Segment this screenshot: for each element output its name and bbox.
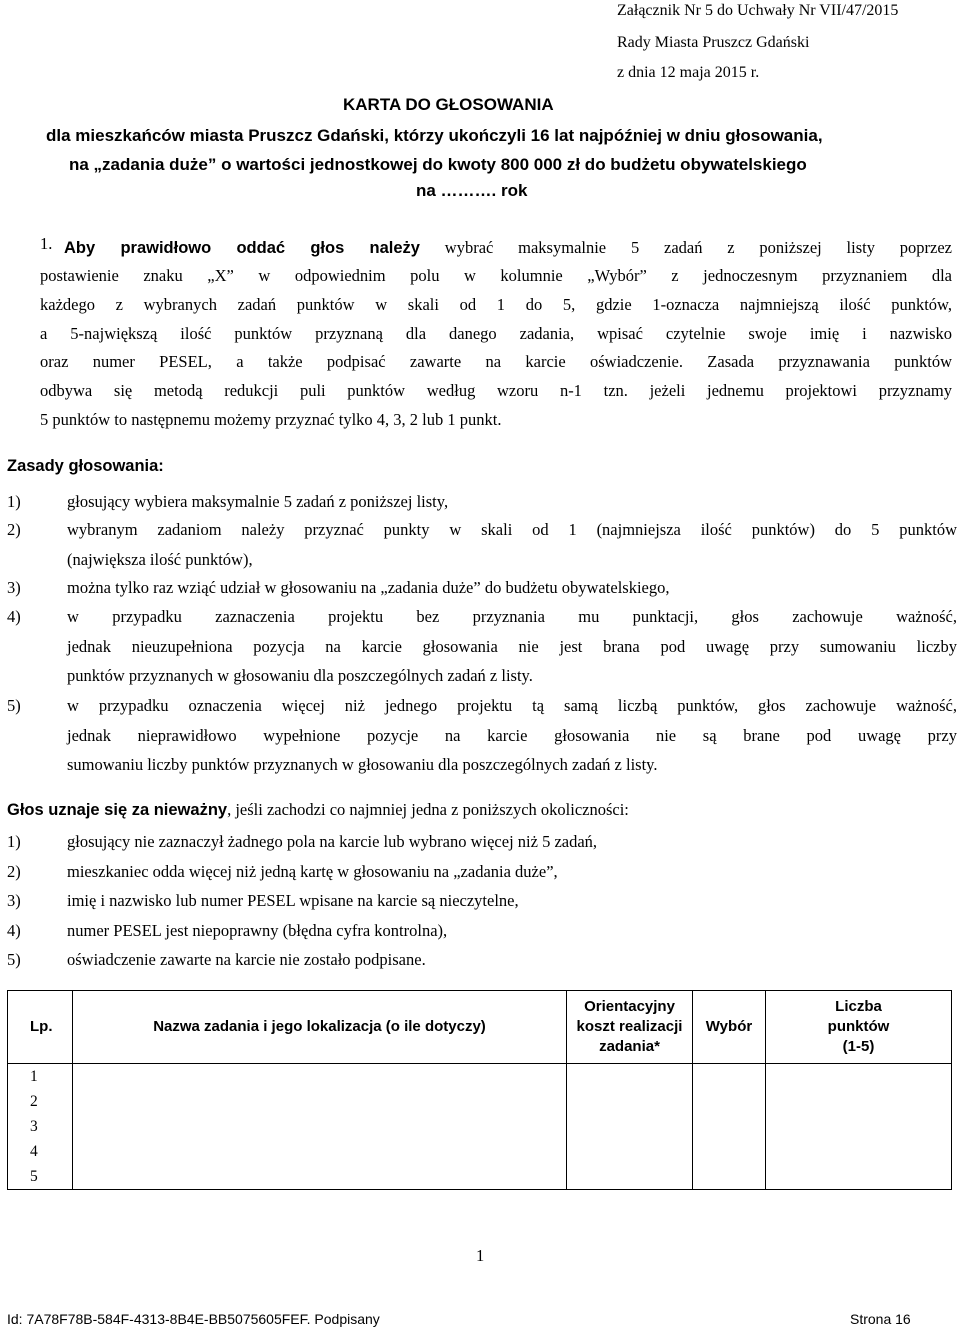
rule-text-line: punktów przyznanych w głosowaniu dla poszczególnych zadań z listy. [67,666,533,685]
cell-lp: 4 [8,1139,73,1164]
cell-lp: 1 [8,1064,73,1090]
title-line-3: na „zadania duże” o wartości jednostkowej do kwoty 800 000 zł do budżetu obywatelskiego [69,155,807,174]
header-lp: Lp. [8,991,73,1064]
instruction-line-2: postawienie znaku „X” w odpowiednim polu w kolumnie „Wybór” z jednoczesnym przyznaniem dla [40,266,952,285]
invalid-text: mieszkaniec odda więcej niż jedną kartę w głosowaniu na „zadania duże”, [67,861,558,881]
cell-choice[interactable] [693,1064,766,1090]
cell-choice[interactable] [693,1164,766,1190]
cell-task-name[interactable] [73,1114,567,1139]
rule-text-line: w przypadku oznaczenia więcej niż jednego projektu tą samą liczbą punktów, głos zachowuje ważność, [67,696,957,715]
rule-text-line: można tylko raz wziąć udział w głosowaniu na „zadania duże” do budżetu obywatelskiego, [67,578,670,597]
invalid-heading-rest: , jeśli zachodzi co najmniej jedna z poniższych okoliczności: [227,800,629,819]
rules-heading: Zasady głosowania: [7,457,164,475]
tasks-table [7,990,952,1190]
table-header-row [8,991,952,1064]
instruction-paragraph-cont [40,262,952,435]
table-row [8,1114,952,1139]
invalid-text: głosujący nie zaznaczył żadnego pola na karcie lub wybrano więcej niż 5 zadań, [67,832,598,851]
header-cost: Orientacyjny koszt realizacji zadania* [567,991,693,1064]
invalid-heading [7,800,629,820]
instruction-number: 1. [40,234,53,253]
instruction-line-1: Aby prawidłowo oddać głos należy wybrać maksymalnie 5 zadań z poniższej listy poprzez [64,238,952,257]
instruction-line-3: każdego z wybranych zadań punktów w skali od 1 do 5, gdzie 1-oznacza najmniejszą ilość punktów, [40,294,952,314]
table-row [8,1064,952,1090]
cell-points[interactable] [766,1064,952,1090]
rule-text-line: (największa ilość punktów), [67,549,253,569]
page-label: Strona 16 [850,1311,911,1327]
header-choice: Wybór [693,991,766,1064]
instruction-paragraph [64,234,952,263]
cell-task-name[interactable] [73,1089,567,1114]
table-row [8,1164,952,1190]
annex-line-3: z dnia 12 maja 2015 r. [617,64,760,81]
rule-text-line: głosujący wybiera maksymalnie 5 zadań z poniższej listy, [67,492,449,511]
instruction-bold: Aby prawidłowo oddać głos należy [64,239,420,257]
rule-text [67,487,957,517]
title-line-2: dla mieszkańców miasta Pruszcz Gdański, którzy ukończyli 16 lat najpóźniej w dniu głosowania, [46,126,823,145]
rule-text [67,602,957,691]
cell-lp: 5 [8,1164,73,1190]
rule-number: 3) [7,578,21,597]
cell-choice[interactable] [693,1139,766,1164]
invalid-number: 3) [7,891,21,910]
cell-lp: 2 [8,1089,73,1114]
invalid-number: 5) [7,950,21,969]
cell-cost[interactable] [567,1139,693,1164]
rule-text-line: w przypadku zaznaczenia projektu bez przyznania mu punktacji, głos zachowuje ważność, [67,607,957,626]
header-task-name: Nazwa zadania i jego lokalizacja (o ile dotyczy) [73,991,567,1064]
cell-points[interactable] [766,1114,952,1139]
cell-points[interactable] [766,1164,952,1190]
rule-text-line: jednak nieprawidłowo wypełnione pozycje na karcie głosowania nie są brane pod uwagę przy [67,725,957,745]
rule-text [67,515,957,574]
instruction-line-6: odbywa się metodą redukcji puli punktów według wzoru n-1 tzn. jeżeli jednemu projektowi przyznamy [40,381,952,401]
rule-text-line: sumowaniu liczby punktów przyznanych w głosowaniu dla poszczególnych zadań z listy. [67,755,658,774]
cell-task-name[interactable] [73,1164,567,1190]
cell-points[interactable] [766,1089,952,1114]
annex-line-2: Rady Miasta Pruszcz Gdański [617,34,810,51]
cell-cost[interactable] [567,1164,693,1190]
cell-task-name[interactable] [73,1064,567,1090]
invalid-text: imię i nazwisko lub numer PESEL wpisane na karcie są nieczytelne, [67,891,519,910]
cell-choice[interactable] [693,1089,766,1114]
instruction-line-5: oraz numer PESEL, a także podpisać zawarte na karcie oświadczenie. Zasada przyznawania punktów [40,352,952,372]
rule-number: 5) [7,696,21,715]
rule-text-line: jednak nieuzupełniona pozycja na karcie głosowania nie jest brana pod uwagę przy sumowaniu liczby [67,636,957,656]
rule-text [67,573,957,603]
cell-choice[interactable] [693,1114,766,1139]
invalid-heading-bold: Głos uznaje się za nieważny [7,801,228,819]
table-row [8,1139,952,1164]
ballot-title: KARTA DO GŁOSOWANIA [343,95,554,114]
cell-points[interactable] [766,1139,952,1164]
rule-number: 2) [7,520,21,539]
rule-number: 1) [7,492,21,511]
invalid-number: 4) [7,920,21,940]
invalid-text: numer PESEL jest niepoprawny (błędna cyfra kontrolna), [67,920,448,940]
page-number: 1 [476,1246,485,1265]
title-line-4: na ………. rok [416,181,528,200]
invalid-number: 1) [7,832,21,851]
rule-text-line: wybranym zadaniom należy przyznać punkty w skali od 1 (najmniejsza ilość punktów) do 5 punktów [67,520,957,539]
instruction-line-7: 5 punktów to następnemu możemy przyznać tylko 4, 3, 2 lub 1 punkt. [40,409,502,429]
instruction-line-4: a 5-największą ilość punktów przyznaną dla danego zadania, wpisać czytelnie swoje imię i nazwisko [40,323,952,343]
table-row [8,1089,952,1114]
cell-cost[interactable] [567,1114,693,1139]
annex-line-1: Załącznik Nr 5 do Uchwały Nr VII/47/2015 [617,2,899,19]
header-points: Liczba punktów (1-5) [766,991,952,1064]
document-id: Id: 7A78F78B-584F-4313-8B4E-BB5075605FEF. Podpisany [7,1311,380,1327]
cell-task-name[interactable] [73,1139,567,1164]
rule-number: 4) [7,607,21,626]
cell-lp: 3 [8,1114,73,1139]
cell-cost[interactable] [567,1089,693,1114]
invalid-number: 2) [7,861,21,881]
rule-text [67,691,957,780]
invalid-text: oświadczenie zawarte na karcie nie zostało podpisane. [67,950,426,969]
cell-cost[interactable] [567,1064,693,1090]
